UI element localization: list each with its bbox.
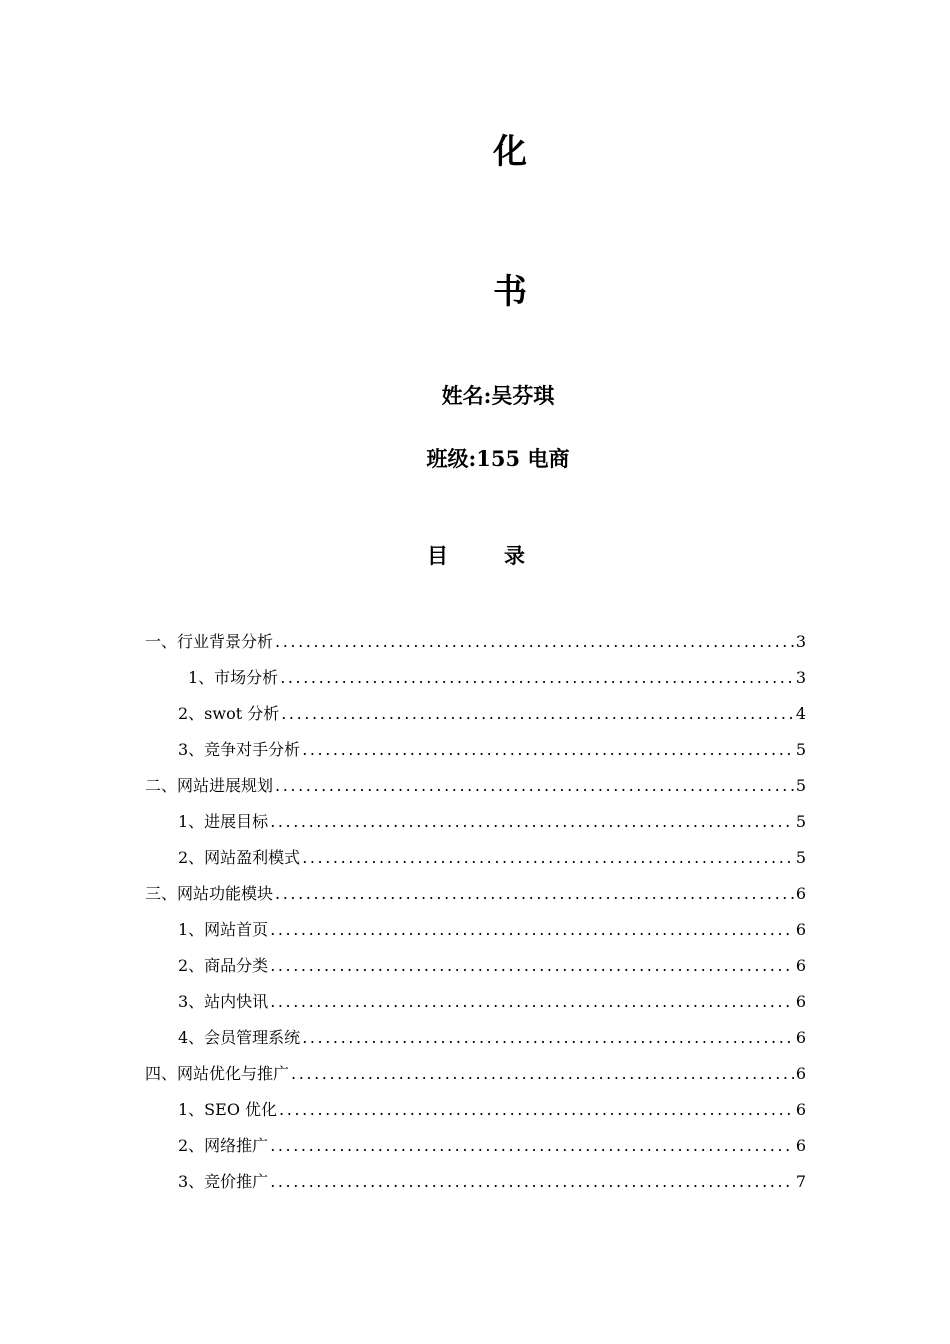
- toc-entry[interactable]: [178, 808, 806, 836]
- toc-entry-page: 6: [795, 884, 806, 903]
- toc-entry-page: 5: [795, 848, 806, 867]
- toc-entry-page: 3: [795, 632, 806, 651]
- toc-leader-dots: [270, 988, 794, 1016]
- toc-entry[interactable]: [145, 772, 806, 800]
- toc-entry-label: 四、网站优化与推广: [145, 1064, 290, 1083]
- toc-entry-label: 4、会员管理系统: [178, 1028, 301, 1047]
- toc-entry-page: 7: [795, 1172, 806, 1191]
- toc-entry-label: 3、竞价推广: [178, 1172, 269, 1191]
- toc-entry-label: 3、竞争对手分析: [178, 740, 301, 759]
- toc-entry[interactable]: [178, 736, 806, 764]
- toc-entry-label: 3、站内快讯: [178, 992, 269, 1011]
- toc-heading-char-2: 录: [504, 543, 525, 568]
- toc-leader-dots: [302, 736, 794, 764]
- cover-title-char-1: 化: [493, 132, 527, 172]
- toc-leader-dots: [291, 1060, 794, 1088]
- toc-heading-char-1: 目: [427, 543, 448, 568]
- toc-entry-page: 4: [795, 704, 806, 723]
- toc-entry-page: 5: [795, 776, 806, 795]
- toc-entry-page: 5: [795, 740, 806, 759]
- toc-entry[interactable]: [178, 952, 806, 980]
- toc-entry-label: 一、行业背景分析: [145, 632, 274, 651]
- toc-entry-label: 2、网站盈利模式: [178, 848, 301, 867]
- toc-leader-dots: [275, 880, 794, 908]
- toc-entry-label: 二、网站进展规划: [145, 776, 274, 795]
- toc-entry[interactable]: [178, 1096, 806, 1124]
- toc-entry-label: 2、网络推广: [178, 1136, 269, 1155]
- toc-entry-label: 2、swot 分析: [178, 704, 280, 723]
- toc-entry-page: 5: [795, 812, 806, 831]
- toc-entry-page: 6: [795, 1028, 806, 1047]
- toc-entry[interactable]: [178, 1132, 806, 1160]
- toc-entry[interactable]: [145, 628, 806, 656]
- toc-entry[interactable]: [188, 664, 806, 692]
- cover-title-char-2: 书: [493, 272, 527, 312]
- toc-leader-dots: [270, 1168, 794, 1196]
- toc-entry-label: 三、网站功能模块: [145, 884, 274, 903]
- class-info: 班级:155 电商: [426, 446, 570, 471]
- toc-entry-label: 2、商品分类: [178, 956, 269, 975]
- toc-leader-dots: [279, 1096, 794, 1124]
- toc-entry[interactable]: [145, 880, 806, 908]
- toc-entry-label: 1、市场分析: [188, 668, 279, 687]
- toc-entry-page: 6: [795, 992, 806, 1011]
- author-name: 姓名:吴芬琪: [441, 383, 555, 408]
- toc-entry[interactable]: [145, 1060, 806, 1088]
- toc-leader-dots: [270, 916, 794, 944]
- toc-entry-page: 6: [795, 920, 806, 939]
- toc-entry[interactable]: [178, 844, 806, 872]
- toc-entry-label: 1、网站首页: [178, 920, 269, 939]
- toc-leader-dots: [281, 700, 794, 728]
- toc-entry-page: 6: [795, 1064, 806, 1083]
- toc-leader-dots: [302, 844, 794, 872]
- toc-entry-page: 6: [795, 1100, 806, 1119]
- toc-leader-dots: [275, 628, 794, 656]
- toc-entry-label: 1、进展目标: [178, 812, 269, 831]
- toc-entry-page: 6: [795, 956, 806, 975]
- toc-entry[interactable]: [178, 1024, 806, 1052]
- toc-entry-label: 1、SEO 优化: [178, 1100, 278, 1119]
- toc-entry[interactable]: [178, 916, 806, 944]
- toc-leader-dots: [275, 772, 794, 800]
- toc-entry-page: 6: [795, 1136, 806, 1155]
- toc-leader-dots: [302, 1024, 794, 1052]
- toc-entry[interactable]: [178, 700, 806, 728]
- toc-entry-page: 3: [795, 668, 806, 687]
- toc-leader-dots: [270, 952, 794, 980]
- toc-leader-dots: [280, 664, 794, 692]
- toc-entry[interactable]: [178, 988, 806, 1016]
- toc-leader-dots: [270, 808, 794, 836]
- toc-leader-dots: [270, 1132, 794, 1160]
- toc-entry[interactable]: [178, 1168, 806, 1196]
